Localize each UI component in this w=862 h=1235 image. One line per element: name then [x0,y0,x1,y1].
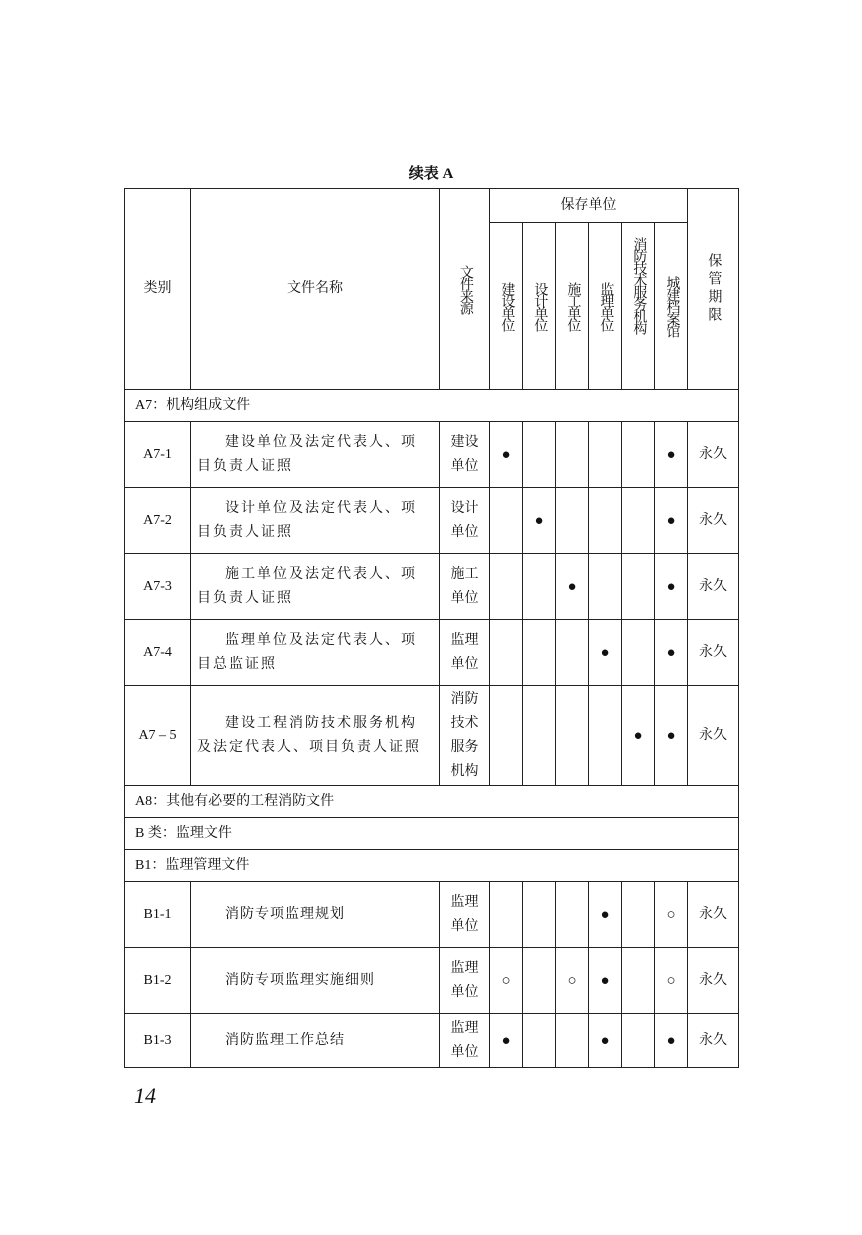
header-file-name: 文件名称 [191,189,440,390]
header-unit: 建设单位 [490,223,523,390]
section-label: A7：机构组成文件 [125,390,739,422]
storage-mark [589,422,622,488]
row-file-name: 建设单位及法定代表人、项目负责人证照 [191,422,440,488]
storage-mark [556,422,589,488]
page-number: 14 [134,1083,156,1108]
storage-mark [622,948,655,1014]
storage-mark: ● [490,1014,523,1068]
row-source: 监理单位 [440,1014,490,1068]
storage-mark [523,948,556,1014]
row-id: B1-1 [125,882,191,948]
storage-mark [523,1014,556,1068]
storage-mark [523,686,556,786]
storage-mark [490,686,523,786]
row-file-name: 施工单位及法定代表人、项目负责人证照 [191,554,440,620]
section-label: A8：其他有必要的工程消防文件 [125,786,739,818]
storage-mark: ○ [556,948,589,1014]
storage-mark [490,882,523,948]
row-source: 设计单位 [440,488,490,554]
row-id: A7-1 [125,422,191,488]
row-id: A7 – 5 [125,686,191,786]
table-row [125,686,739,786]
section-row [125,850,739,882]
row-retention: 永久 [688,1014,739,1068]
row-source: 施工单位 [440,554,490,620]
storage-mark: ● [655,620,688,686]
header-unit: 设计单位 [523,223,556,390]
storage-mark [523,422,556,488]
storage-mark: ● [490,422,523,488]
table-row [125,948,739,1014]
row-file-name: 消防监理工作总结 [191,1014,440,1068]
table-row [125,1014,739,1068]
row-id: A7-2 [125,488,191,554]
row-source: 监理单位 [440,882,490,948]
row-retention: 永久 [688,948,739,1014]
table-row [125,488,739,554]
row-id: A7-3 [125,554,191,620]
section-row [125,786,739,818]
section-row [125,390,739,422]
storage-mark: ● [655,1014,688,1068]
storage-mark: ● [589,882,622,948]
header-unit: 施工单位 [556,223,589,390]
storage-mark: ○ [490,948,523,1014]
row-id: A7-4 [125,620,191,686]
storage-mark: ○ [655,948,688,1014]
storage-mark: ● [655,422,688,488]
storage-mark: ● [589,1014,622,1068]
row-file-name: 消防专项监理实施细则 [191,948,440,1014]
storage-mark: ● [556,554,589,620]
storage-mark [556,686,589,786]
row-id: B1-3 [125,1014,191,1068]
table-row [125,882,739,948]
header-source: 文件来源 [440,189,490,390]
row-file-name: 消防专项监理规划 [191,882,440,948]
row-retention: 永久 [688,488,739,554]
header-row [125,189,739,223]
storage-mark: ● [622,686,655,786]
row-retention: 永久 [688,422,739,488]
storage-mark: ● [655,686,688,786]
row-source: 监理单位 [440,620,490,686]
storage-mark [589,554,622,620]
storage-mark [556,1014,589,1068]
row-source: 建设单位 [440,422,490,488]
table-row [125,554,739,620]
storage-mark: ● [655,554,688,620]
header-unit: 消防技术服务机构 [622,223,655,390]
storage-mark [490,620,523,686]
storage-mark: ● [589,620,622,686]
header-category: 类别 [125,189,191,390]
storage-mark [490,554,523,620]
storage-mark [556,488,589,554]
storage-mark [622,1014,655,1068]
storage-mark [523,882,556,948]
storage-mark [523,554,556,620]
table-title: 续表 A [408,166,454,182]
section-label: B1：监理管理文件 [125,850,739,882]
storage-mark [622,620,655,686]
row-retention: 永久 [688,882,739,948]
storage-mark [622,488,655,554]
section-label: B 类：监理文件 [125,818,739,850]
storage-mark [589,488,622,554]
table-row [125,620,739,686]
header-storage-units: 保存单位 [490,189,688,223]
row-source: 监理单位 [440,948,490,1014]
row-file-name: 监理单位及法定代表人、项目总监证照 [191,620,440,686]
storage-mark [556,620,589,686]
storage-mark [622,882,655,948]
row-file-name: 设计单位及法定代表人、项目负责人证照 [191,488,440,554]
row-file-name: 建设工程消防技术服务机构及法定代表人、项目负责人证照 [191,686,440,786]
archive-table [124,188,739,1068]
row-retention: 永久 [688,554,739,620]
storage-mark [523,620,556,686]
storage-mark: ● [523,488,556,554]
header-unit: 城建档案馆 [655,223,688,390]
row-retention: 永久 [688,620,739,686]
storage-mark [622,422,655,488]
header-retention: 保管期限 [688,189,739,390]
header-unit: 监理单位 [589,223,622,390]
storage-mark [490,488,523,554]
row-source: 消防技术服务机构 [440,686,490,786]
storage-mark: ● [589,948,622,1014]
storage-mark: ○ [655,882,688,948]
storage-mark [622,554,655,620]
storage-mark: ● [655,488,688,554]
table-row [125,422,739,488]
storage-mark [556,882,589,948]
section-row [125,818,739,850]
row-id: B1-2 [125,948,191,1014]
storage-mark [589,686,622,786]
row-retention: 永久 [688,686,739,786]
